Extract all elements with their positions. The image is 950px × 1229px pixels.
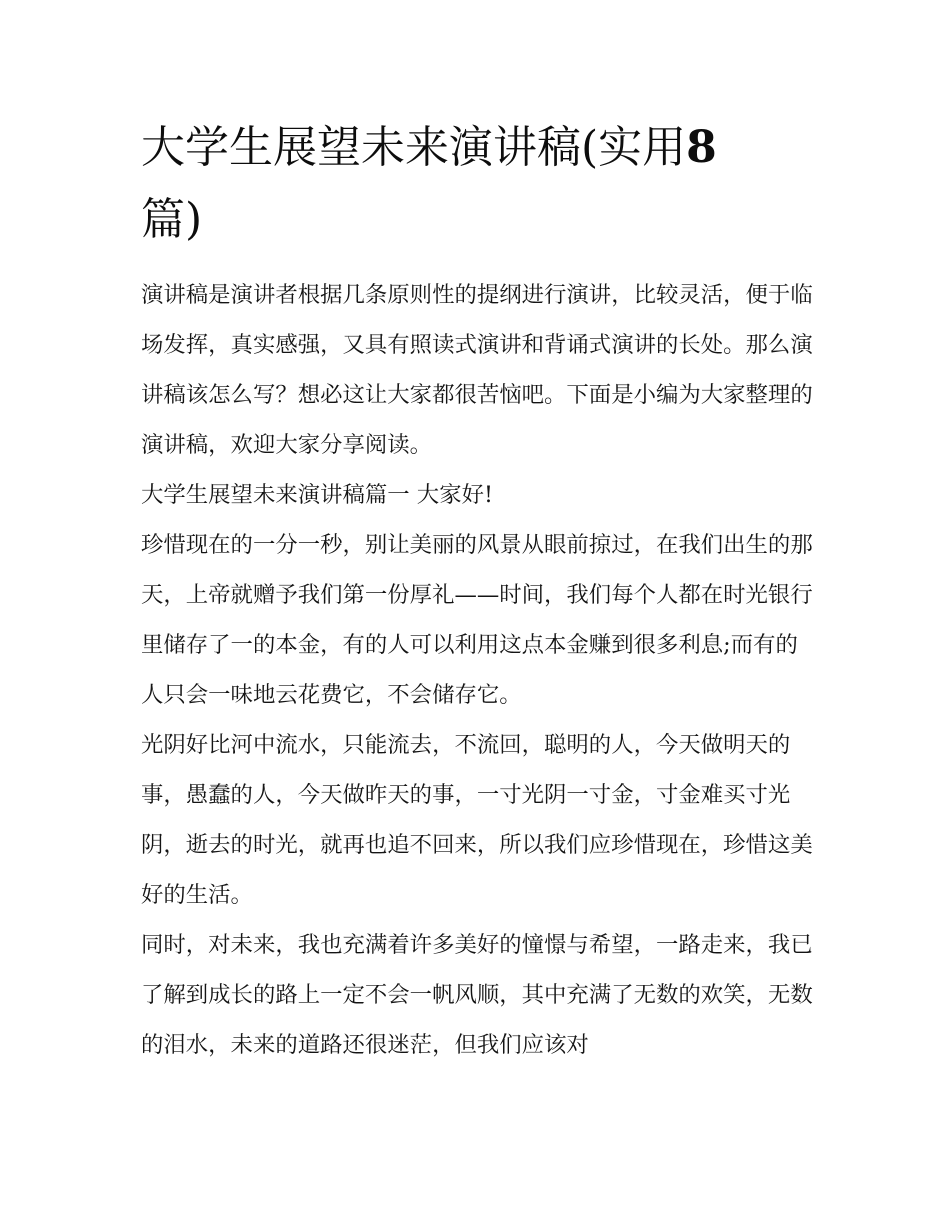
document-body [141,112,813,1070]
title-text: 大学生展望未来演讲稿(实用 [141,122,687,173]
title-number: 8 [686,122,717,173]
document-title [141,112,813,256]
body-paragraph: 珍惜现在的一分一秒，别让美丽的风景从眼前掠过，在我们出生的那天，上帝就赠予我们第一份厚礼——时间，我们每个人都在时光银行里储存了一的本金，有的人可以利用这点本金赚到很多利息;而有的人只会一味地云花费它，不会储存它。 [141,532,813,708]
intro-paragraph: 演讲稿是演讲者根据几条原则性的提纲进行演讲，比较灵活，便于临场发挥，真实感强，又具有照读式演讲和背诵式演讲的长处。那么演讲稿该怎么写？想必这让大家都很苦恼吧。下面是小编为大家整理的演讲稿，欢迎大家分享阅读。 [141,282,813,458]
title-text-end: 篇) [141,194,203,245]
body-paragraph: 同时，对未来，我也充满着许多美好的憧憬与希望，一路走来，我已了解到成长的路上一定不会一帆风顺，其中充满了无数的欢笑，无数的泪水，未来的道路还很迷茫，但我们应该对 [141,932,813,1058]
section-heading-paragraph: 大学生展望未来演讲稿篇一 大家好! [141,482,493,508]
body-paragraph: 光阴好比河中流水，只能流去，不流回，聪明的人，今天做明天的事，愚蠢的人，今天做昨天的事，一寸光阴一寸金，寸金难买寸光阴，逝去的时光，就再也追不回来，所以我们应珍惜现在，珍惜这美好的生活。 [141,732,813,908]
